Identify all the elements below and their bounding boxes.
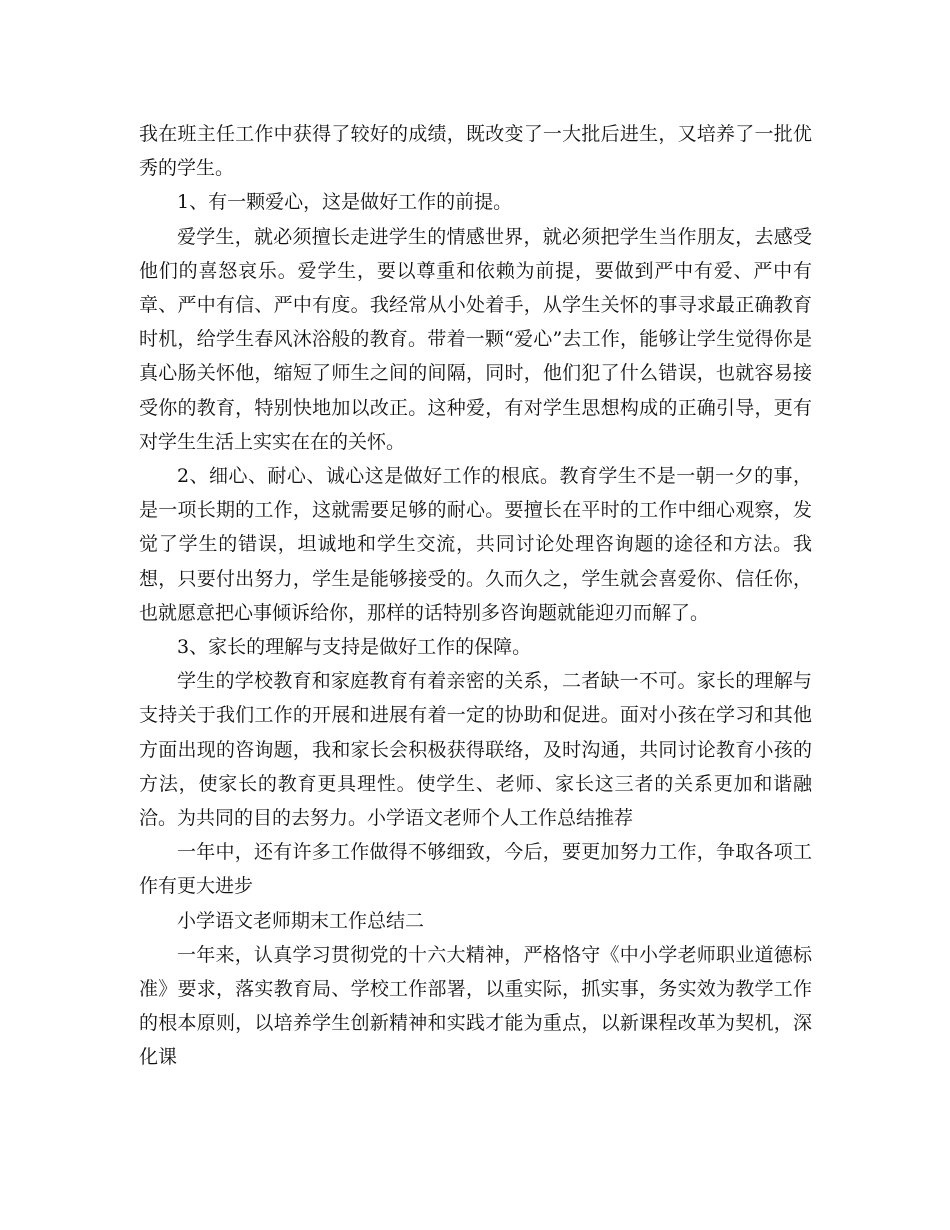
paragraph-heading-3: 3、家长的理解与支持是做好工作的保障。 <box>177 636 532 659</box>
paragraph-continuation: 我在班主任工作中获得了较好的成绩，既改变了一大批后进生，又培养了一批优秀的学生。 <box>139 123 812 180</box>
paragraph-year-review: 一年来，认真学习贯彻党的十六大精神，严格恪守《中小学老师职业道德标准》要求，落实教育局、学校工作部署，以重实际，抓实事，务实效为教学工作的根本原则，以培养学生创新精神和实践才能为重点，以新课程改革为契机，深化课 <box>139 943 812 1069</box>
paragraph-heading-1: 1、有一颗爱心，这是做好工作的前提。 <box>177 191 513 214</box>
section-title: 小学语文老师期末工作总结二 <box>177 909 425 932</box>
paragraph-year-summary: 一年中，还有许多工作做得不够细致，今后，要更加努力工作，争取各项工作有更大进步 <box>139 841 812 898</box>
paragraph-parent-support: 学生的学校教育和家庭教育有着亲密的关系，二者缺一不可。家长的理解与支持关于我们工作的开展和进展有着一定的协助和促进。面对小孩在学习和其他方面出现的咨询题，我和家长会积极获得联络，及时沟通，共同讨论教育小孩的方法，使家长的教育更具理性。使学生、老师、家长这三者的关系更加和谐融洽。为共同的目的去努力。小学语文老师个人工作总结推荐 <box>139 670 812 830</box>
document-page <box>139 117 812 1075</box>
paragraph-heading-2: 2、细心、耐心、诚心这是做好工作的根底。教育学生不是一朝一夕的事，是一项长期的工作，这就需要足够的耐心。要擅长在平时的工作中细心观察，发觉了学生的错误，坦诚地和学生交流，共同讨论处理咨询题的途径和方法。我想，只要付出努力，学生是能够接受的。久而久之，学生就会喜爱你、信任你，也就愿意把心事倾诉给你，那样的话特别多咨询题就能迎刃而解了。 <box>139 465 812 624</box>
paragraph-love-students: 爱学生，就必须擅长走进学生的情感世界，就必须把学生当作朋友，去感受他们的喜怒哀乐。爱学生，要以尊重和依赖为前提，要做到严中有爱、严中有章、严中有信、严中有度。我经常从小处着手，从学生关怀的事寻求最正确教育时机，给学生春风沐浴般的教育。带着一颗“爱心”去工作，能够让学生觉得你是真心肠关怀他，缩短了师生之间的间隔，同时，他们犯了什么错误，也就容易接受你的教育，特别快地加以改正。这种爱，有对学生思想构成的正确引导，更有对学生生活上实实在在的关怀。 <box>139 225 812 453</box>
